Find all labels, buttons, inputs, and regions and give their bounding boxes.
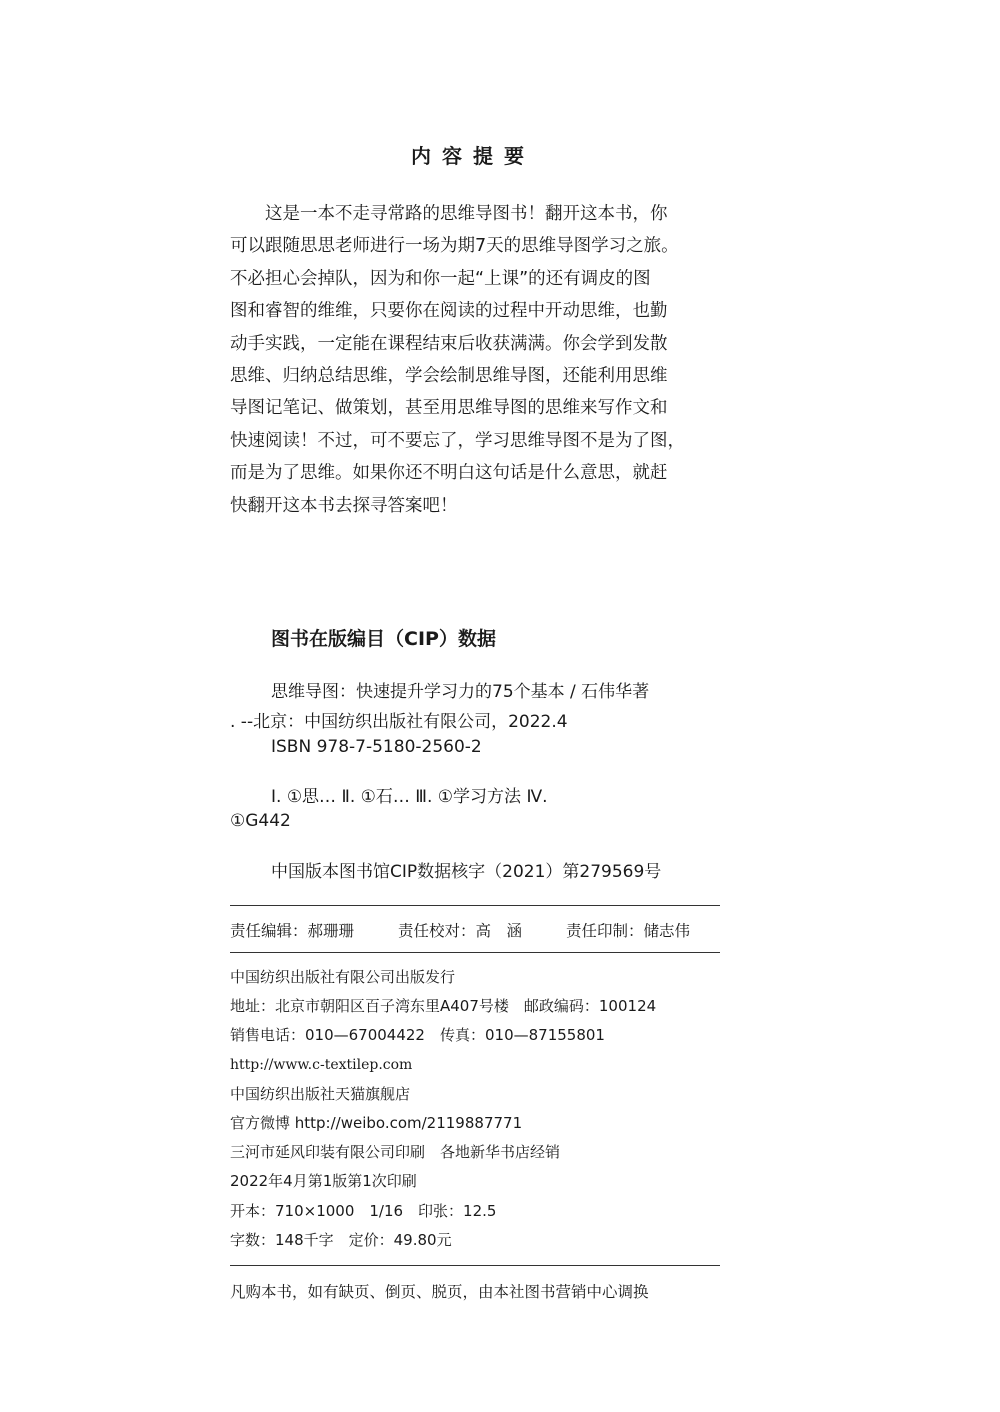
online-store: 中国纺织出版社天猫旗舰店 [230,1084,411,1103]
divider [230,905,720,906]
phone: 销售电话：010—67004422 传真：010—87155801 [230,1026,605,1045]
cip-entry-line: . --北京：中国纺织出版社有限公司，2022.4 [230,712,568,732]
cip-title: 图书在版编目（CIP）数据 [271,628,496,650]
address: 地址：北京市朝阳区百子湾东里A407号楼 邮政编码：100124 [230,997,657,1016]
summary-line: 快速阅读！不过，可不要忘了，学习思维导图不是为了图， [230,430,685,451]
publisher: 中国纺织出版社有限公司出版发行 [230,968,456,986]
summary-line: 动手实践，一定能在课程结束后收获满满。你会学到发散 [230,333,668,354]
format: 开本：710×1000 1/16 印张：12.5 [230,1201,497,1220]
summary-line: 快翻开这本书去探寻答案吧！ [230,495,458,516]
summary-line: 思维、归纳总结思维，学会绘制思维导图，还能利用思维 [230,366,668,387]
summary-line: 可以跟随思思老师进行一场为期7天的思维导图学习之旅。 [230,236,679,257]
summary-line: 图和睿智的维维，只要你在阅读的过程中开动思维，也勤 [230,301,668,322]
summary-line: 而是为了思维。如果你还不明白这句话是什么意思，就赶 [230,463,668,484]
publication-info [230,963,720,1255]
cip-approval-number: 中国版本图书馆CIP数据核字（2021）第279569号 [271,862,662,882]
summary-line: 导图记笔记、做策划，甚至用思维导图的思维来写作文和 [230,398,668,419]
editor-credit: 责任编辑：郝珊珊 [230,922,355,940]
cip-classification: ①G442 [230,811,291,831]
printer: 三河市延风印装有限公司印刷 各地新华书店经销 [230,1143,561,1162]
weibo: 官方微博 http://weibo.com/2119887771 [230,1114,523,1133]
cip-isbn: ISBN 978-7-5180-2560-2 [271,737,482,757]
edition: 2022年4月第1版第1次印刷 [230,1172,417,1191]
divider [230,1265,720,1266]
summary-title: 内容提要 [411,144,535,168]
summary-line: 不必担心会掉队，因为和你一起“上课”的还有调皮的图 [230,268,651,289]
return-notice: 凡购本书，如有缺页、倒页、脱页，由本社图书营销中心调换 [230,1283,649,1301]
summary-line: 这是一本不走寻常路的思维导图书！翻开这本书，你 [230,204,668,224]
summary-body [230,198,720,522]
website-link: http://www.c-textilep.com [230,1056,413,1073]
words-price: 字数：148千字 定价：49.80元 [230,1230,452,1249]
printing-credit: 责任印制：储志伟 [566,922,691,940]
proofreader-credit: 责任校对：高 涵 [398,922,523,940]
cip-entry-line: 思维导图：快速提升学习力的75个基本 / 石伟华著 [271,682,650,702]
cip-classification: Ⅰ. ①思… Ⅱ. ①石… Ⅲ. ①学习方法 Ⅳ. [271,787,548,807]
divider [230,952,720,953]
